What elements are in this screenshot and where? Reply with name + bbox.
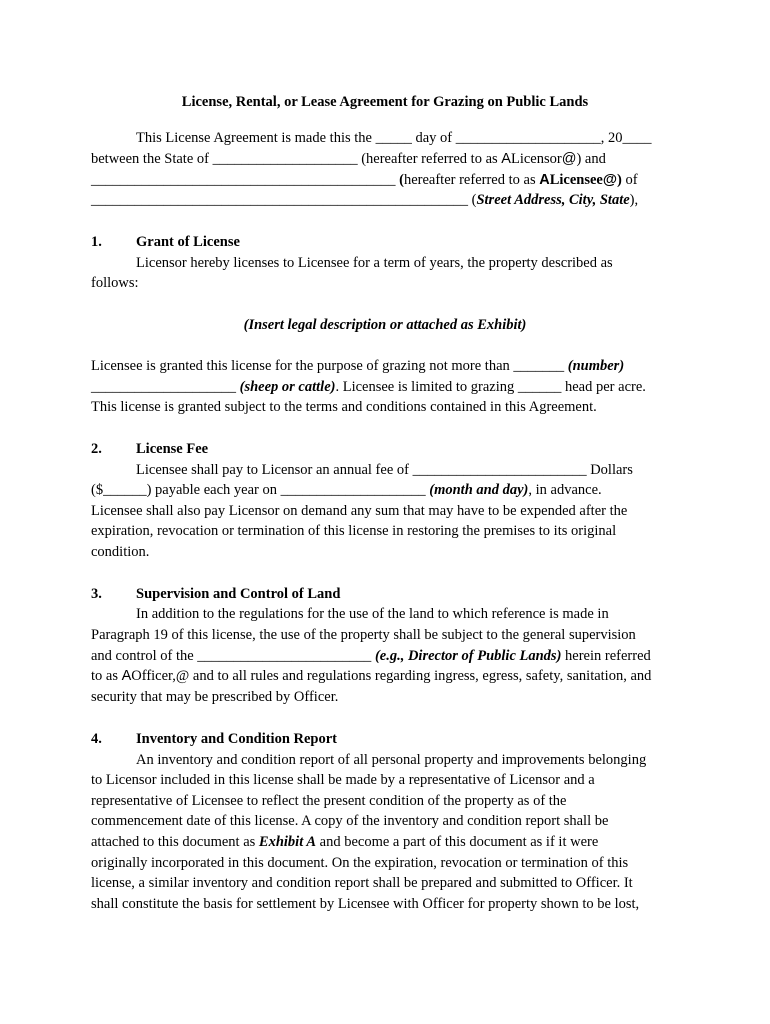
- section-4-number: 4.: [91, 731, 102, 747]
- intro-line-2: between the State of ____________________ (hereafter referred to as ALicensor@) and: [91, 151, 606, 167]
- document-title: License, Rental, or Lease Agreement for Grazing on Public Lands: [181, 94, 589, 110]
- section-3-heading: Supervision and Control of Land: [136, 586, 341, 602]
- section-3-line-4: to as AOfficer,@ and to all rules and regulations regarding ingress, egress, safety, sanitation, and: [91, 668, 652, 684]
- section-4-line-2: to Licensor included in this license shall be made by a representative of Licensor and a: [91, 772, 595, 788]
- section-4-heading: Inventory and Condition Report: [136, 731, 338, 747]
- section-1-line-2: follows:: [91, 275, 139, 291]
- section-2-line-4: expiration, revocation or termination of this license in restoring the premises to its original: [91, 523, 617, 539]
- section-1-p2-line-1: Licensee is granted this license for the purpose of grazing not more than _______ (number): [91, 358, 625, 374]
- section-1-heading: Grant of License: [136, 234, 240, 250]
- section-4-line-8: shall constitute the basis for settlement by Licensee with Officer for property shown to be lost,: [91, 896, 640, 912]
- intro-line-3: __________________________________________ (hereafter referred to as ALicensee@) of: [91, 172, 638, 188]
- section-2-heading: License Fee: [136, 441, 209, 457]
- section-1-p2-line-2: ____________________ (sheep or cattle). Licensee is limited to grazing ______ head per acre.: [91, 379, 646, 395]
- section-3-line-1: In addition to the regulations for the use of the land to which reference is made in: [136, 606, 609, 622]
- section-3-line-3: and control of the ________________________ (e.g., Director of Public Lands) herein referred: [91, 648, 651, 664]
- section-3-line-2: Paragraph 19 of this license, the use of the property shall be subject to the general supervision: [91, 627, 636, 643]
- section-2-number: 2.: [91, 441, 102, 457]
- section-2-line-5: condition.: [91, 544, 150, 560]
- section-1-p2-line-3: This license is granted subject to the terms and conditions contained in this Agreement.: [91, 399, 597, 415]
- section-2-line-2: ($______) payable each year on ____________________ (month and day), in advance.: [91, 482, 602, 498]
- section-2-line-1: Licensee shall pay to Licensor an annual fee of ________________________ Dollars: [136, 462, 633, 478]
- section-4-line-7: license, a similar inventory and condition report shall be prepared and submitted to Officer. It: [91, 875, 633, 891]
- intro-line-1: This License Agreement is made this the _____ day of ____________________, 20____: [136, 130, 652, 146]
- section-3-line-5: security that may be prescribed by Officer.: [91, 689, 339, 705]
- section-2-line-3: Licensee shall also pay Licensor on demand any sum that may have to be expended after the: [91, 503, 628, 519]
- section-4-line-1: An inventory and condition report of all personal property and improvements belonging: [136, 752, 647, 768]
- section-1-number: 1.: [91, 234, 102, 250]
- section-4-line-6: originally incorporated in this document. On the expiration, revocation or termination of this: [91, 855, 629, 871]
- section-4-line-4: commencement date of this license. A copy of the inventory and condition report shall be: [91, 813, 609, 829]
- legal-description-placeholder: (Insert legal description or attached as Exhibit): [243, 317, 527, 333]
- section-1-line-1: Licensor hereby licenses to Licensee for a term of years, the property described as: [136, 255, 613, 271]
- section-3-number: 3.: [91, 586, 102, 602]
- section-4-line-5: attached to this document as Exhibit A and become a part of this document as if it were: [91, 834, 599, 850]
- intro-line-4: ____________________________________________________ (Street Address, City, State),: [91, 192, 639, 208]
- section-4-line-3: representative of Licensee to reflect the present condition of the property as of the: [91, 793, 567, 809]
